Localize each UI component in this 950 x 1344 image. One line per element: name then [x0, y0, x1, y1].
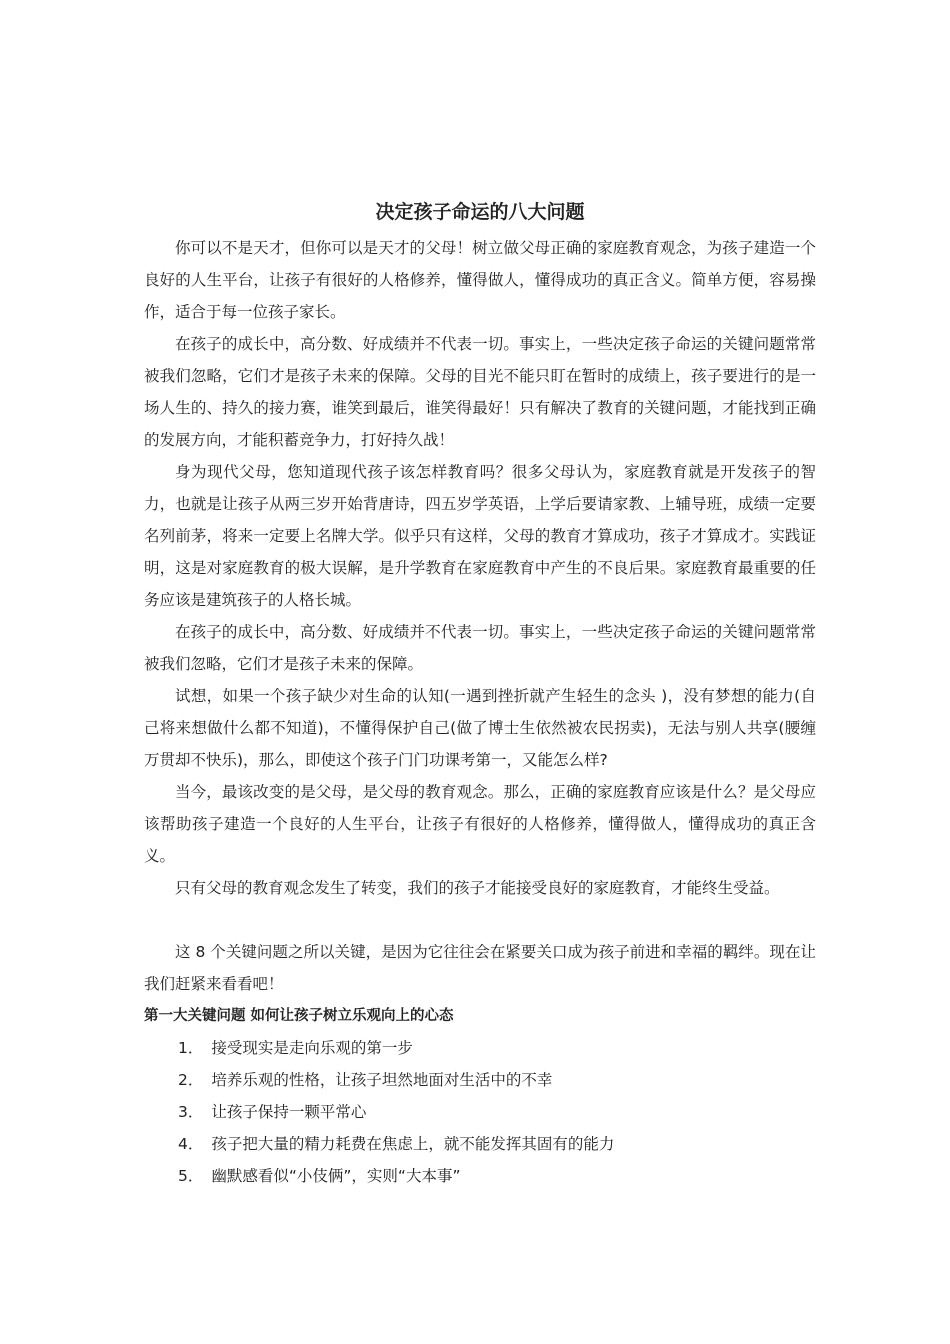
- list-item-number: 2．: [178, 1071, 204, 1089]
- paragraph-imagine: 试想，如果一个孩子缺少对生命的认知(一遇到挫折就产生轻生的念头 )，没有梦想的能力(自己将来想做什么都不知道)，不懂得保护自己(做了博士生依然被农民拐卖)，无法与别人共享(腰缠万贯却不快乐)，那么，即使这个孩子门门功课考第一，又能怎么样?: [144, 687, 816, 769]
- list-item-number: 5．: [178, 1167, 204, 1185]
- paragraph-only-when: 只有父母的教育观念发生了转变，我们的孩子才能接受良好的家庭教育，才能终生受益。: [175, 879, 780, 897]
- paragraph-today: 当今，最该改变的是父母，是父母的教育观念。那么，正确的家庭教育应该是什么？是父母应该帮助孩子建造一个良好的人生平台，让孩子有很好的人格修养，懂得做人，懂得成功的真正含义。: [144, 783, 816, 865]
- paragraph-closing: 这 8 个关键问题之所以关键，是因为它往往会在紧要关口成为孩子前进和幸福的羁绊。现在让我们赶紧来看看吧！: [144, 943, 816, 993]
- list-item-text: 孩子把大量的精力耗费在焦虑上，就不能发挥其固有的能力: [211, 1135, 615, 1153]
- document-title: 决定孩子命运的八大问题: [375, 201, 585, 223]
- list-item: [178, 1032, 816, 1064]
- blank-line: [144, 904, 816, 936]
- paragraph-growth-repeat: 在孩子的成长中，高分数、好成绩并不代表一切。事实上，一些决定孩子命运的关键问题常常被我们忽略，它们才是孩子未来的保障。: [144, 623, 816, 673]
- list-item-text: 培养乐观的性格，让孩子坦然地面对生活中的不幸: [211, 1071, 553, 1089]
- paragraph-modern-parents: 身为现代父母，您知道现代孩子该怎样教育吗？很多父母认为，家庭教育就是开发孩子的智力，也就是让孩子从两三岁开始背唐诗，四五岁学英语，上学后要请家教、上辅导班，成绩一定要名列前茅，将来一定要上名牌大学。似乎只有这样，父母的教育才算成功，孩子才算成才。实践证明，这是对家庭教育的极大误解，是升学教育在家庭教育中产生的不良后果。家庭教育最重要的任务应该是建筑孩子的人格长城。: [144, 463, 816, 609]
- list-item: [178, 1128, 816, 1160]
- list-item-number: 1．: [178, 1039, 204, 1057]
- list-item: [178, 1160, 816, 1192]
- list-item-number: 3．: [178, 1103, 204, 1121]
- list-item-text: 接受现实是走向乐观的第一步: [211, 1039, 413, 1057]
- paragraph-intro: 你可以不是天才，但你可以是天才的父母！树立做父母正确的家庭教育观念，为孩子建造一个良好的人生平台，让孩子有很好的人格修养，懂得做人，懂得成功的真正含义。简单方便，容易操作，适合于每一位孩子家长。: [144, 239, 816, 321]
- list-item-text: 幽默感看似“小伎俩”，实则“大本事”: [211, 1167, 461, 1185]
- list-item-text: 让孩子保持一颗平常心: [211, 1103, 367, 1121]
- key-points-list: [144, 1032, 816, 1192]
- list-item: [178, 1064, 816, 1096]
- paragraph-growth: 在孩子的成长中，高分数、好成绩并不代表一切。事实上，一些决定孩子命运的关键问题常常被我们忽略，它们才是孩子未来的保障。父母的目光不能只盯在暂时的成绩上，孩子要进行的是一场人生的、持久的接力赛，谁笑到最后，谁笑得最好！只有解决了教育的关键问题，才能找到正确的发展方向，才能积蓄竞争力，打好持久战！: [144, 335, 816, 449]
- section-heading: 第一大关键问题 如何让孩子树立乐观向上的心态: [144, 1008, 454, 1024]
- list-item-number: 4．: [178, 1135, 204, 1153]
- document-page: [144, 196, 816, 1192]
- list-item: [178, 1096, 816, 1128]
